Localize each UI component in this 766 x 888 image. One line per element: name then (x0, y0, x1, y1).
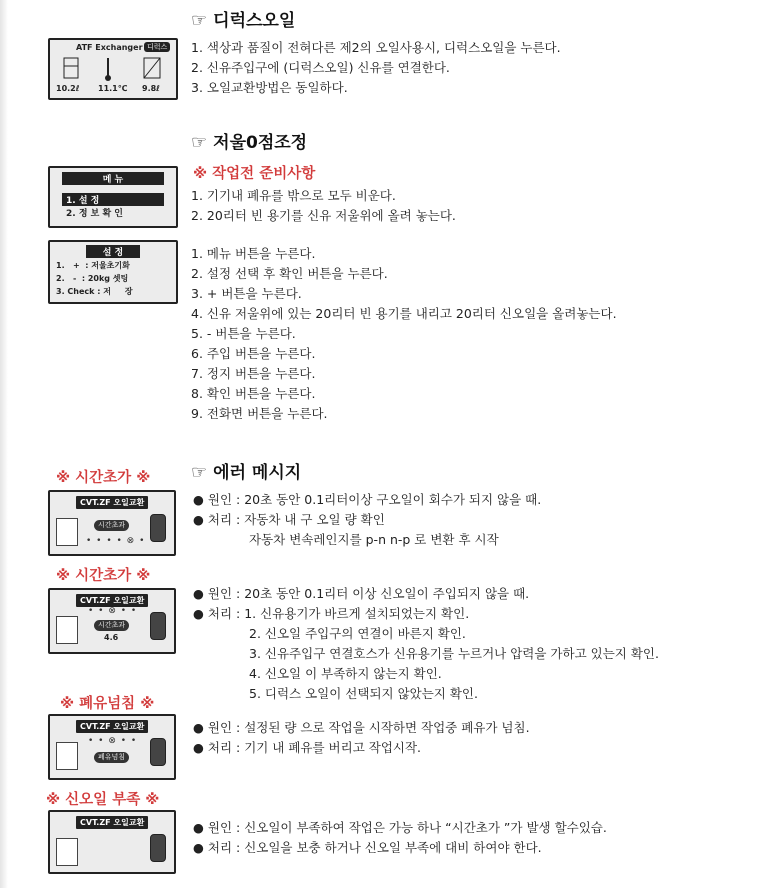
error-text (193, 718, 530, 758)
error-cause: ● 원인 : 설정된 량 으로 작업을 시작하면 작업중 폐유가 넘침. (193, 720, 530, 735)
error-cause: ● 원인 : 20초 동안 0.1리터 이상 신오일이 주입되지 않을 때. (193, 586, 530, 601)
step-line: 7. 정지 버튼을 누른다. (191, 366, 316, 381)
screen-title: CVT.ZF 오일교환 (76, 594, 148, 607)
lcd-menu-title: 메 뉴 (62, 172, 164, 185)
lcd-settings-title: 설 정 (86, 245, 140, 258)
lcd-menu-item-selected: 1. 설 정 (62, 193, 164, 206)
car-icon (150, 834, 166, 862)
step-line: 5. - 버튼을 누른다. (191, 326, 296, 341)
prep-list (191, 186, 456, 226)
error-action: ● 처리 : 신오일을 보충 하거나 신오일 부족에 대비 하여야 한다. (193, 840, 542, 855)
instruction-line: 3. 오일교환방법은 동일하다. (191, 80, 348, 95)
error-action-more: 3. 신유주입구 연결호스가 신유용기를 누르거나 압력을 가하고 있는지 확인. (249, 646, 659, 661)
error-screen (48, 714, 176, 780)
error-screen (48, 810, 176, 874)
heading-text: 저울0점조정 (213, 133, 308, 153)
instruction-line: 1. 색상과 품질이 전혀다른 제2의 오일사용시, 디럭스오일을 누른다. (191, 40, 561, 55)
machine-icon (56, 742, 78, 770)
flow-dots: • • • • ⊗ • (86, 536, 146, 546)
screen-title: CVT.ZF 오일교환 (76, 720, 148, 733)
machine-icon (56, 518, 78, 546)
section-heading-errors (191, 458, 301, 483)
prep-line: 2. 20리터 빈 용기를 신유 저울위에 올려 놓는다. (191, 208, 456, 223)
prep-line: 1. 기기내 폐유를 밖으로 모두 비운다. (191, 188, 396, 203)
error-screen (48, 490, 176, 556)
error-text (193, 584, 659, 704)
step-line: 9. 전화면 버튼을 누른다. (191, 406, 328, 421)
error-action: ● 처리 : 1. 신유용기가 바르게 설치되었는지 확인. (193, 606, 470, 621)
section-heading-scale-zero (191, 128, 307, 153)
left-edge-shadow (0, 0, 8, 888)
screen-title: CVT.ZF 오일교환 (76, 816, 148, 829)
error-text (193, 490, 541, 550)
step-line: 3. + 버튼을 누른다. (191, 286, 302, 301)
fridge-icon (64, 58, 78, 78)
lcd-atf-exchanger (48, 38, 178, 100)
error-cause: ● 원인 : 신오일이 부족하여 작업은 가능 하나 “시간초가 ”가 발생 할수있습. (193, 820, 607, 835)
car-icon (150, 612, 166, 640)
step-line: 6. 주입 버튼을 누른다. (191, 346, 316, 361)
error-action-more: 4. 신오일 이 부족하지 않는지 확인. (249, 666, 442, 681)
error-text (193, 818, 607, 858)
lcd-badge: 디럭스 (144, 42, 170, 52)
flow-dots: • • ⊗ • • (88, 606, 138, 616)
steps-list (191, 244, 617, 424)
step-line: 8. 확인 버튼을 누른다. (191, 386, 316, 401)
lcd-settings (48, 240, 178, 304)
error-action-more: 2. 신오일 주입구의 연결이 바른지 확인. (249, 626, 466, 641)
section-heading-deluxe (191, 6, 295, 31)
status-bubble: 폐유넘침 (94, 752, 129, 763)
error-cause: ● 원인 : 20초 동안 0.1리터이상 구오일이 회수가 되지 않을 때. (193, 492, 542, 507)
heading-text: 디럭스오일 (213, 11, 296, 31)
status-bubble: 시간초과 (94, 520, 129, 531)
prep-title: ※ 작업전 준비사항 (193, 166, 316, 182)
car-icon (150, 514, 166, 542)
pointing-hand-icon: ☞ (191, 132, 208, 153)
screen-value: 4.6 (104, 633, 119, 642)
error-action-more: 자동차 변속레인지를 p-n n-p 로 변환 후 시작 (249, 532, 499, 547)
error-action: ● 처리 : 기기 내 폐유를 버리고 작업시작. (193, 740, 422, 755)
error-label: ※ 시간초가 ※ (56, 568, 151, 584)
deluxe-instructions (191, 38, 561, 98)
lcd-gauge-icons (62, 56, 172, 82)
status-bubble: 시간초과 (94, 620, 129, 631)
step-line: 1. 메뉴 버튼을 누른다. (191, 246, 316, 261)
lcd-value-2: 11.1℃ (98, 84, 128, 93)
lcd-value-1: 10.2ℓ (56, 84, 80, 93)
pointing-hand-icon: ☞ (191, 462, 208, 483)
flow-dots: • • ⊗ • • (88, 736, 138, 746)
instruction-line: 2. 신유주입구에 (디럭스오일) 신유를 연결한다. (191, 60, 450, 75)
error-label: ※ 신오일 부족 ※ (46, 792, 160, 808)
lcd-settings-row: 1. + : 저울초기화 (56, 261, 130, 270)
lcd-settings-row: 2. - : 20kg 셋팅 (56, 274, 129, 283)
error-label: ※ 폐유넘침 ※ (60, 696, 155, 712)
step-line: 4. 신유 저울위에 있는 20리터 빈 용기를 내리고 20리터 신오일을 올려놓는다. (191, 306, 617, 321)
machine-icon (56, 838, 78, 866)
lcd-menu-item: 2. 정 보 확 인 (66, 209, 123, 219)
lcd-title: ATF Exchanger (76, 43, 143, 52)
screen-title: CVT.ZF 오일교환 (76, 496, 148, 509)
step-line: 2. 설정 선택 후 확인 버튼을 누른다. (191, 266, 388, 281)
error-action-more: 5. 디럭스 오일이 선택되지 않았는지 확인. (249, 686, 478, 701)
error-action: ● 처리 : 자동차 내 구 오일 량 확인 (193, 512, 385, 527)
lcd-value-3: 9.8ℓ (142, 84, 160, 93)
car-icon (150, 738, 166, 766)
error-screen (48, 588, 176, 654)
lcd-menu (48, 166, 178, 228)
lcd-settings-row: 3. Check : 저 장 (56, 287, 133, 296)
machine-icon (56, 616, 78, 644)
heading-text: 에러 메시지 (213, 463, 302, 483)
pointing-hand-icon: ☞ (191, 10, 208, 31)
error-label: ※ 시간초가 ※ (56, 470, 151, 486)
